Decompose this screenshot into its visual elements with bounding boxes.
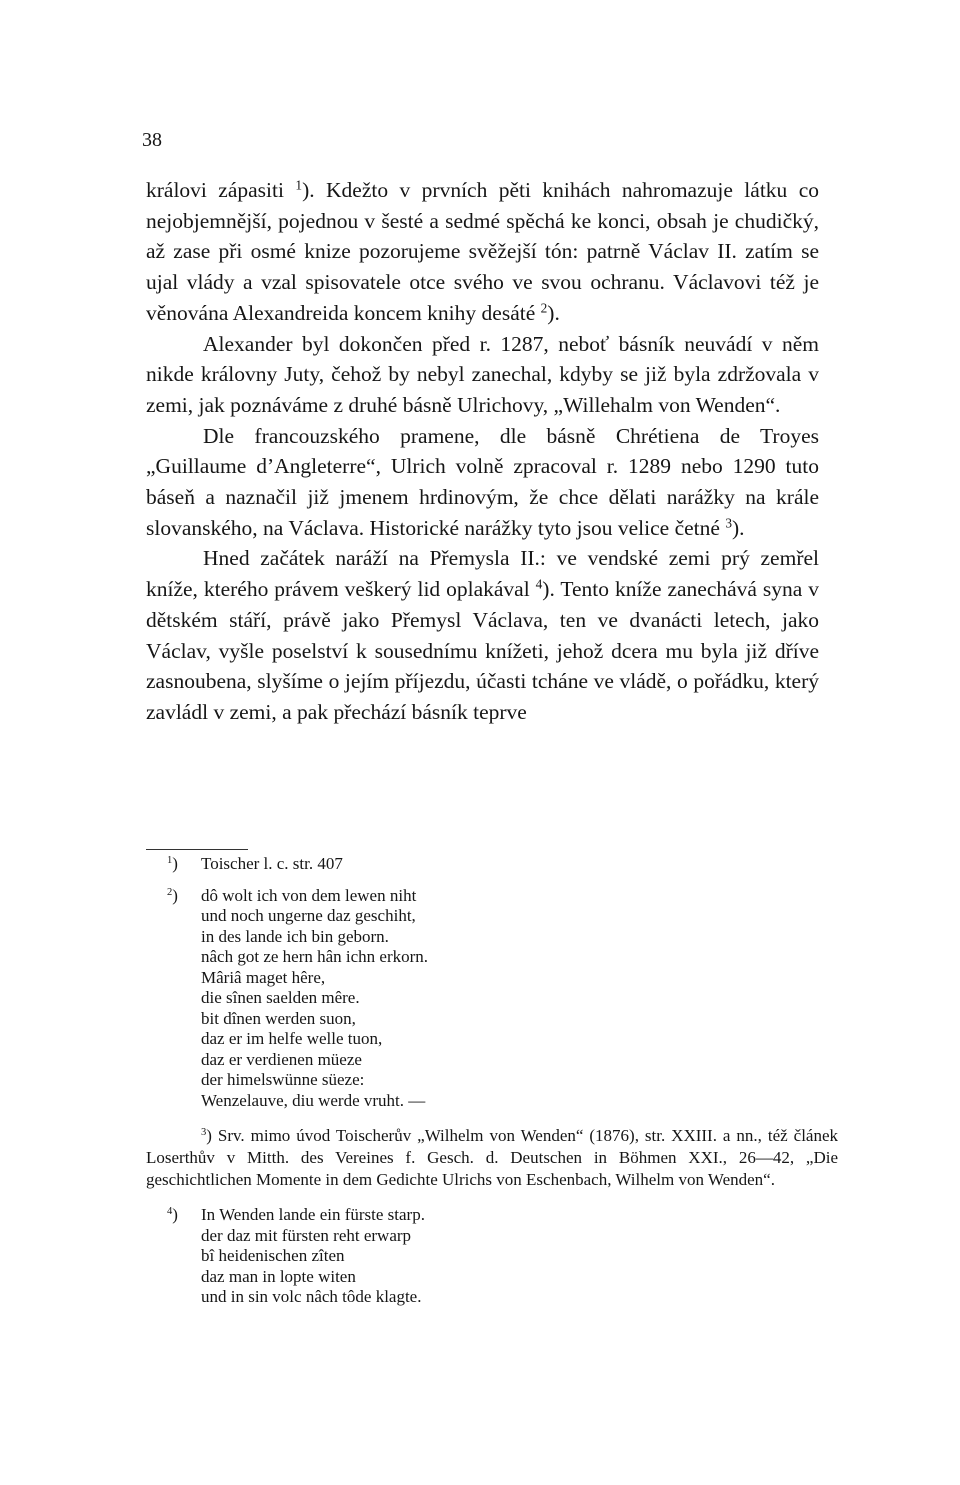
verse-line: dô wolt ich von dem lewen niht bbox=[201, 885, 417, 905]
footnote-marker: $^1$) bbox=[167, 854, 178, 873]
verse-line: die sînen saelden mêre. bbox=[201, 988, 360, 1007]
footnote-ref: 4 bbox=[535, 576, 543, 592]
paragraph-text: Alexander byl dokončen před r. 1287, neboť básník neuvádí v něm nikde královny Juty, čehož by nebyl zanechal, kdyby se již byla zdržovala v zemi, jak poznáváme z druhé básně Ulrichovy, „Willehalm von Wenden“. bbox=[146, 331, 819, 417]
verse-line: bit dînen werden suon, bbox=[201, 1008, 356, 1028]
footnote-number: 3 bbox=[201, 1127, 207, 1139]
verse-line: daz man in lopte witen bbox=[201, 1266, 356, 1286]
footnote-marker: $^2$) bbox=[167, 885, 178, 905]
verse-block bbox=[201, 886, 428, 1112]
footnotes bbox=[146, 854, 846, 1308]
footnote-ref: 3 bbox=[725, 515, 732, 531]
verse-line: In Wenden lande ein fürste starp. bbox=[201, 1205, 425, 1224]
footnote-2 bbox=[146, 886, 846, 1112]
verse-line: nâch got ze hern hân ichn erkorn. bbox=[201, 947, 429, 966]
paragraph-text: královi zápasiti bbox=[146, 178, 296, 202]
footnote-separator bbox=[146, 849, 248, 850]
paragraph-1 bbox=[146, 175, 819, 329]
paragraph-2 bbox=[146, 329, 819, 421]
verse-line: der himelswünne süeze: bbox=[201, 1070, 365, 1089]
verse-line: und in sin volc nâch tôde klagte. bbox=[201, 1287, 422, 1306]
paragraph-text: Dle francouzského pramene, dle básně Chrétiena de Troyes „Guillaume d’Angleterre“, Ulrich volně zpracoval r. 1289 nebo 1290 tuto báseň a naznačil již jmenem hrdinovým, že chce dělati narážky na krále slovanského, na Václava. Historické narážky tyto jsou velice četné bbox=[146, 423, 819, 540]
footnote-text: Toischer l. c. str. 407 bbox=[201, 854, 343, 873]
verse-block bbox=[201, 1205, 425, 1308]
footnote-number: 1 bbox=[167, 855, 173, 867]
footnote-marker: $^4$) bbox=[167, 1205, 178, 1224]
paragraph-4 bbox=[146, 543, 819, 727]
page-number: 38 bbox=[142, 129, 162, 151]
paragraph-text: ). Kdežto v prvních pěti knihách nahromazuje látku co nejobjemnější, pojednou v šesté a sedmé spěchá ke konci, obsah je chudičký, až zase při osmé knize pozorujeme svěžejší tón: patrně Václav II. zatím se ujal vlády a vzal spisovatele otce svého ve svou ochranu. Václavovi též je věnována Alexandreida koncem knihy desáté bbox=[146, 178, 819, 325]
paragraph-text: Hned začátek naráží na Přemysla II.: ve vendské zemi prý zemřel kníže, kterého právem veškerý lid oplakával bbox=[146, 546, 819, 602]
verse-line: Wenzelauve, diu werde vruht. — bbox=[201, 1090, 426, 1110]
footnote-3 bbox=[146, 1125, 838, 1191]
footnote-text: Srv. mimo úvod Toischerův „Wilhelm von Wenden“ (1876), str. XXIII. a nn., též článek Loserthův v Mitth. des Vereines f. Gesch. d. Deutschen in Böhmen XXI., 26—42, „Die geschichtlichen Momente in dem Gedichte Ulrichs von Eschenbach, Wilhelm von Wenden“. bbox=[146, 1126, 839, 1189]
footnote-1 bbox=[146, 854, 846, 875]
verse-line: in des lande ich bin geborn. bbox=[201, 926, 389, 946]
paragraph-text: ). bbox=[547, 300, 560, 325]
verse-line: und noch ungerne daz geschiht, bbox=[201, 906, 416, 925]
paragraph-text: ). bbox=[731, 515, 745, 540]
footnote-4 bbox=[146, 1205, 846, 1308]
footnote-ref: 2 bbox=[540, 300, 548, 316]
verse-line: bî heidenischen zîten bbox=[201, 1246, 345, 1265]
footnote-number: 2 bbox=[167, 886, 173, 898]
main-text bbox=[146, 175, 819, 728]
footnote-number: 4 bbox=[167, 1206, 173, 1218]
paragraph-3 bbox=[146, 421, 819, 544]
verse-line: der daz mit fürsten reht erwarp bbox=[201, 1225, 412, 1245]
footnote-marker: $^3$) bbox=[201, 1126, 212, 1145]
paragraph-text: ). Tento kníže zanechává syna v dětském stáří, právě jako Přemysl Václava, ten ve dvanácti letech, jako Václav, vyšle poselství k sousednímu knížeti, jehož dcera mu byla již dříve zasnoubena, slyšíme o jejím příjezdu, účasti tcháne ve vládě, o pořádku, který zavládl v zemi, a pak přechází básník teprve bbox=[146, 577, 819, 724]
verse-line: Mâriâ maget hêre, bbox=[201, 967, 326, 987]
verse-line: daz er im helfe welle tuon, bbox=[201, 1029, 383, 1048]
verse-line: daz er verdienen müeze bbox=[201, 1049, 362, 1069]
footnote-ref: 1 bbox=[295, 177, 303, 193]
